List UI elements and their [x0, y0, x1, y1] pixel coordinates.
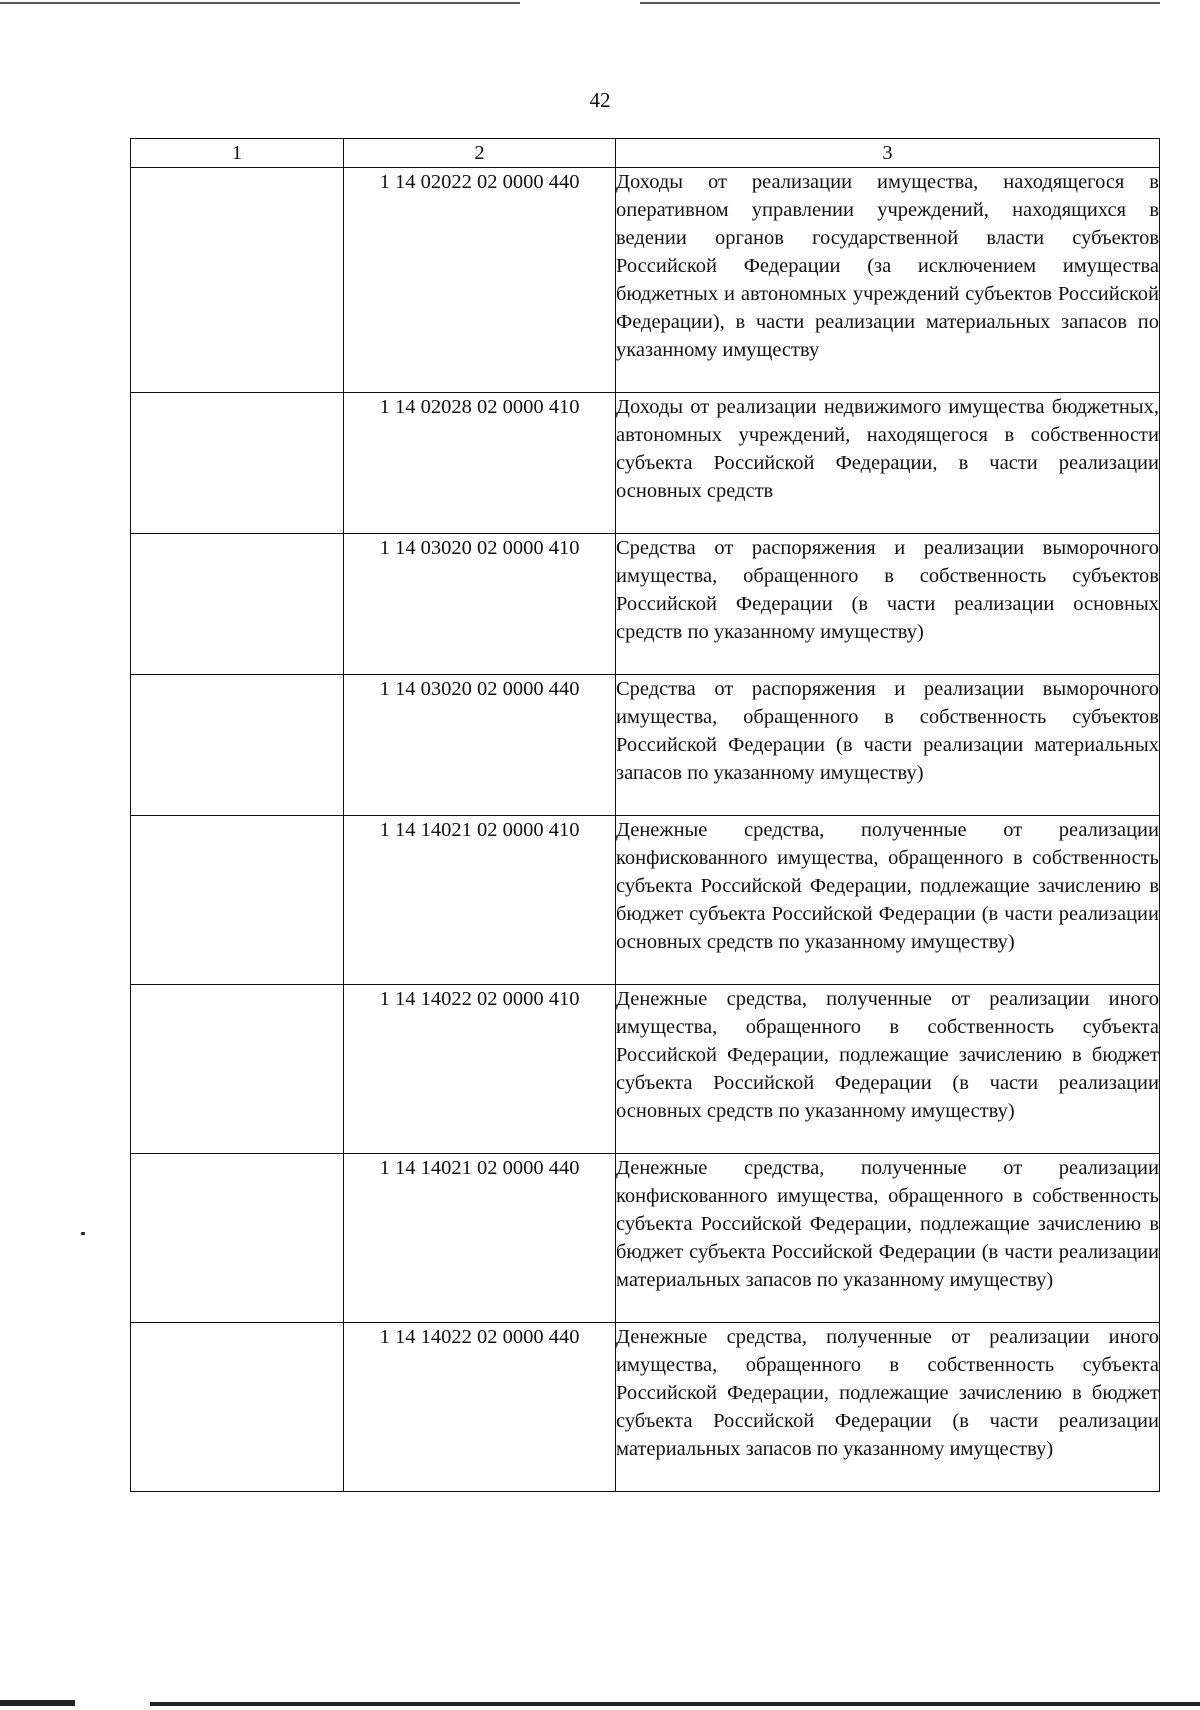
- table-row: [131, 985, 1160, 1154]
- budget-codes-table: [130, 138, 1160, 1492]
- budget-code-cell: 1 14 14021 02 0000 410: [344, 816, 616, 985]
- description-cell: Доходы от реализации недвижимого имущества бюджетных, автономных учреждений, находящегося в собственности субъекта Российской Федерации, в части реализации основных средств: [616, 393, 1160, 534]
- scan-edge-line: [150, 1702, 1200, 1706]
- description-cell: Денежные средства, полученные от реализации конфискованного имущества, обращенного в собственность субъекта Российской Федерации, подлежащие зачислению в бюджет субъекта Российской Федерации (в части реализации основных средств по указанному имуществу): [616, 816, 1160, 985]
- table-row: [131, 816, 1160, 985]
- row-col1-cell: [131, 393, 344, 534]
- budget-code-cell: 1 14 14021 02 0000 440: [344, 1154, 616, 1323]
- row-col1-cell: [131, 534, 344, 675]
- budget-code-cell: 1 14 02028 02 0000 410: [344, 393, 616, 534]
- table-row: [131, 534, 1160, 675]
- scan-speck: [81, 1232, 85, 1235]
- description-cell: Денежные средства, полученные от реализации иного имущества, обращенного в собственность субъекта Российской Федерации, подлежащие зачислению в бюджет субъекта Российской Федерации (в части реализации основных средств по указанному имуществу): [616, 985, 1160, 1154]
- scan-edge-bottom: [0, 1698, 1200, 1710]
- table-row: [131, 168, 1160, 393]
- header-col-1: 1: [131, 139, 344, 168]
- header-col-2: 2: [344, 139, 616, 168]
- row-col1-cell: [131, 675, 344, 816]
- row-col1-cell: [131, 1154, 344, 1323]
- description-cell: Денежные средства, полученные от реализации конфискованного имущества, обращенного в собственность субъекта Российской Федерации, подлежащие зачислению в бюджет субъекта Российской Федерации (в части реализации материальных запасов по указанному имуществу): [616, 1154, 1160, 1323]
- budget-code-cell: 1 14 03020 02 0000 410: [344, 534, 616, 675]
- table-row: [131, 1154, 1160, 1323]
- scan-edge-line: [0, 2, 520, 4]
- scan-edge-top: [0, 0, 1200, 8]
- row-col1-cell: [131, 985, 344, 1154]
- description-cell: Денежные средства, полученные от реализации иного имущества, обращенного в собственность субъекта Российской Федерации, подлежащие зачислению в бюджет субъекта Российской Федерации (в части реализации материальных запасов по указанному имуществу): [616, 1323, 1160, 1492]
- page-number: 42: [589, 88, 611, 112]
- table-row: [131, 675, 1160, 816]
- budget-code-cell: 1 14 03020 02 0000 440: [344, 675, 616, 816]
- table-row: [131, 393, 1160, 534]
- description-cell: Средства от распоряжения и реализации выморочного имущества, обращенного в собственность субъектов Российской Федерации (в части реализации основных средств по указанному имуществу): [616, 534, 1160, 675]
- budget-code-cell: 1 14 14022 02 0000 440: [344, 1323, 616, 1492]
- budget-code-cell: 1 14 14022 02 0000 410: [344, 985, 616, 1154]
- description-cell: Доходы от реализации имущества, находящегося в оперативном управлении учреждений, находящихся в ведении органов государственной власти субъектов Российской Федерации (за исключением имущества бюджетных и автономных учреждений субъектов Российской Федерации), в части реализации материальных запасов по указанному имуществу: [616, 168, 1160, 393]
- budget-code-cell: 1 14 02022 02 0000 440: [344, 168, 616, 393]
- row-col1-cell: [131, 1323, 344, 1492]
- description-cell: Средства от распоряжения и реализации выморочного имущества, обращенного в собственность субъектов Российской Федерации (в части реализации материальных запасов по указанному имуществу): [616, 675, 1160, 816]
- row-col1-cell: [131, 168, 344, 393]
- table-header-row: [131, 139, 1160, 168]
- table-row: [131, 1323, 1160, 1492]
- scan-edge-line: [0, 1700, 75, 1706]
- header-col-3: 3: [616, 139, 1160, 168]
- scan-edge-line: [640, 2, 1160, 4]
- row-col1-cell: [131, 816, 344, 985]
